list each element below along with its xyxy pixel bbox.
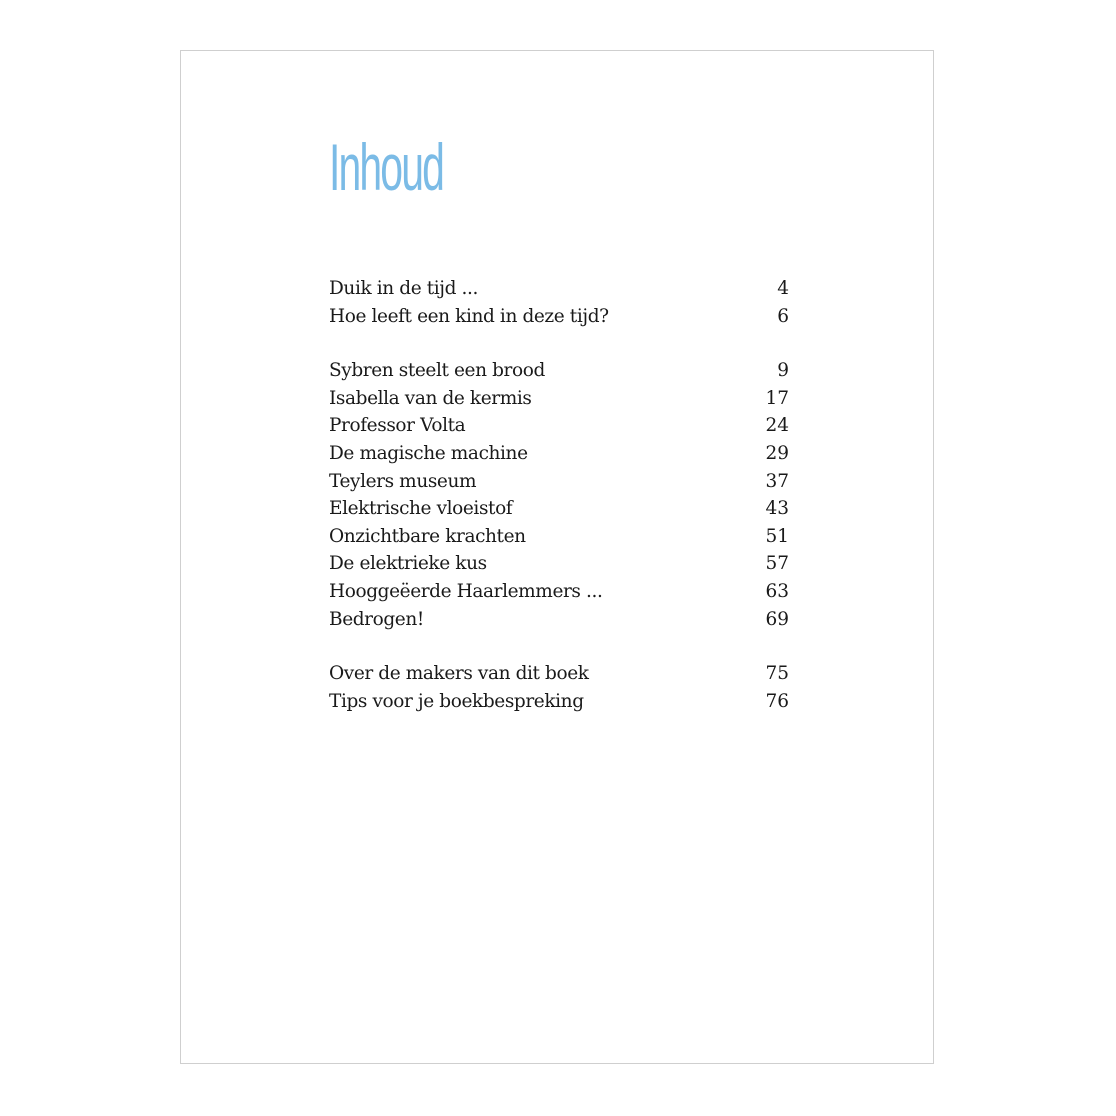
toc-entry-page: 4 (777, 278, 789, 299)
toc-entry-page: 9 (777, 360, 789, 382)
toc-entry-title: Tips voor je boekbespreking (329, 690, 584, 712)
toc-entry-page: 75 (765, 663, 789, 685)
toc-entry-page: 24 (765, 415, 789, 437)
toc-entry[interactable] (329, 388, 789, 416)
toc-entry[interactable] (329, 691, 789, 719)
toc-entry-page: 63 (765, 580, 789, 602)
toc-entry[interactable] (329, 663, 789, 691)
toc-entry-title: Duik in de tijd ... (329, 278, 478, 299)
toc-group-chapters (329, 360, 789, 636)
toc-entry[interactable] (329, 581, 789, 609)
toc-entry-title: Professor Volta (329, 415, 466, 437)
toc-entry-page: 69 (765, 608, 789, 630)
toc-entry-title: Sybren steelt een brood (329, 360, 545, 382)
toc-entry-title: Onzichtbare krachten (329, 525, 526, 547)
toc-entry-page: 51 (765, 525, 789, 547)
toc-entry[interactable] (329, 471, 789, 499)
toc-entry[interactable] (329, 306, 789, 334)
toc-entry[interactable] (329, 360, 789, 388)
toc-entry-page: 76 (765, 690, 789, 712)
toc-entry-page: 43 (765, 498, 789, 520)
book-page (180, 50, 934, 1064)
toc-entry[interactable] (329, 443, 789, 471)
toc-entry[interactable] (329, 415, 789, 443)
toc-entry[interactable] (329, 278, 789, 306)
toc-entry-page: 6 (777, 305, 789, 327)
toc-entry-title: Hoe leeft een kind in deze tijd? (329, 305, 609, 327)
toc-entry-title: Elektrische vloeistof (329, 498, 513, 520)
toc-entry-page: 17 (765, 387, 789, 409)
toc-entry[interactable] (329, 526, 789, 554)
toc-entry-title: Bedrogen! (329, 608, 424, 630)
toc-entry-title: De magische machine (329, 442, 528, 464)
toc-group-intro (329, 278, 789, 333)
toc-entry-title: Hooggeëerde Haarlemmers ... (329, 580, 603, 602)
toc-entry[interactable] (329, 498, 789, 526)
table-of-contents (329, 278, 789, 718)
toc-entry[interactable] (329, 609, 789, 637)
toc-entry-title: De elektrieke kus (329, 553, 487, 575)
toc-entry-page: 29 (765, 442, 789, 464)
toc-entry-page: 37 (765, 470, 789, 492)
toc-entry[interactable] (329, 553, 789, 581)
page-title: Inhoud (329, 130, 444, 204)
toc-entry-title: Over de makers van dit boek (329, 663, 589, 685)
toc-entry-page: 57 (765, 553, 789, 575)
toc-group-appendix (329, 663, 789, 718)
toc-entry-title: Isabella van de kermis (329, 387, 532, 409)
toc-entry-title: Teylers museum (329, 470, 477, 492)
